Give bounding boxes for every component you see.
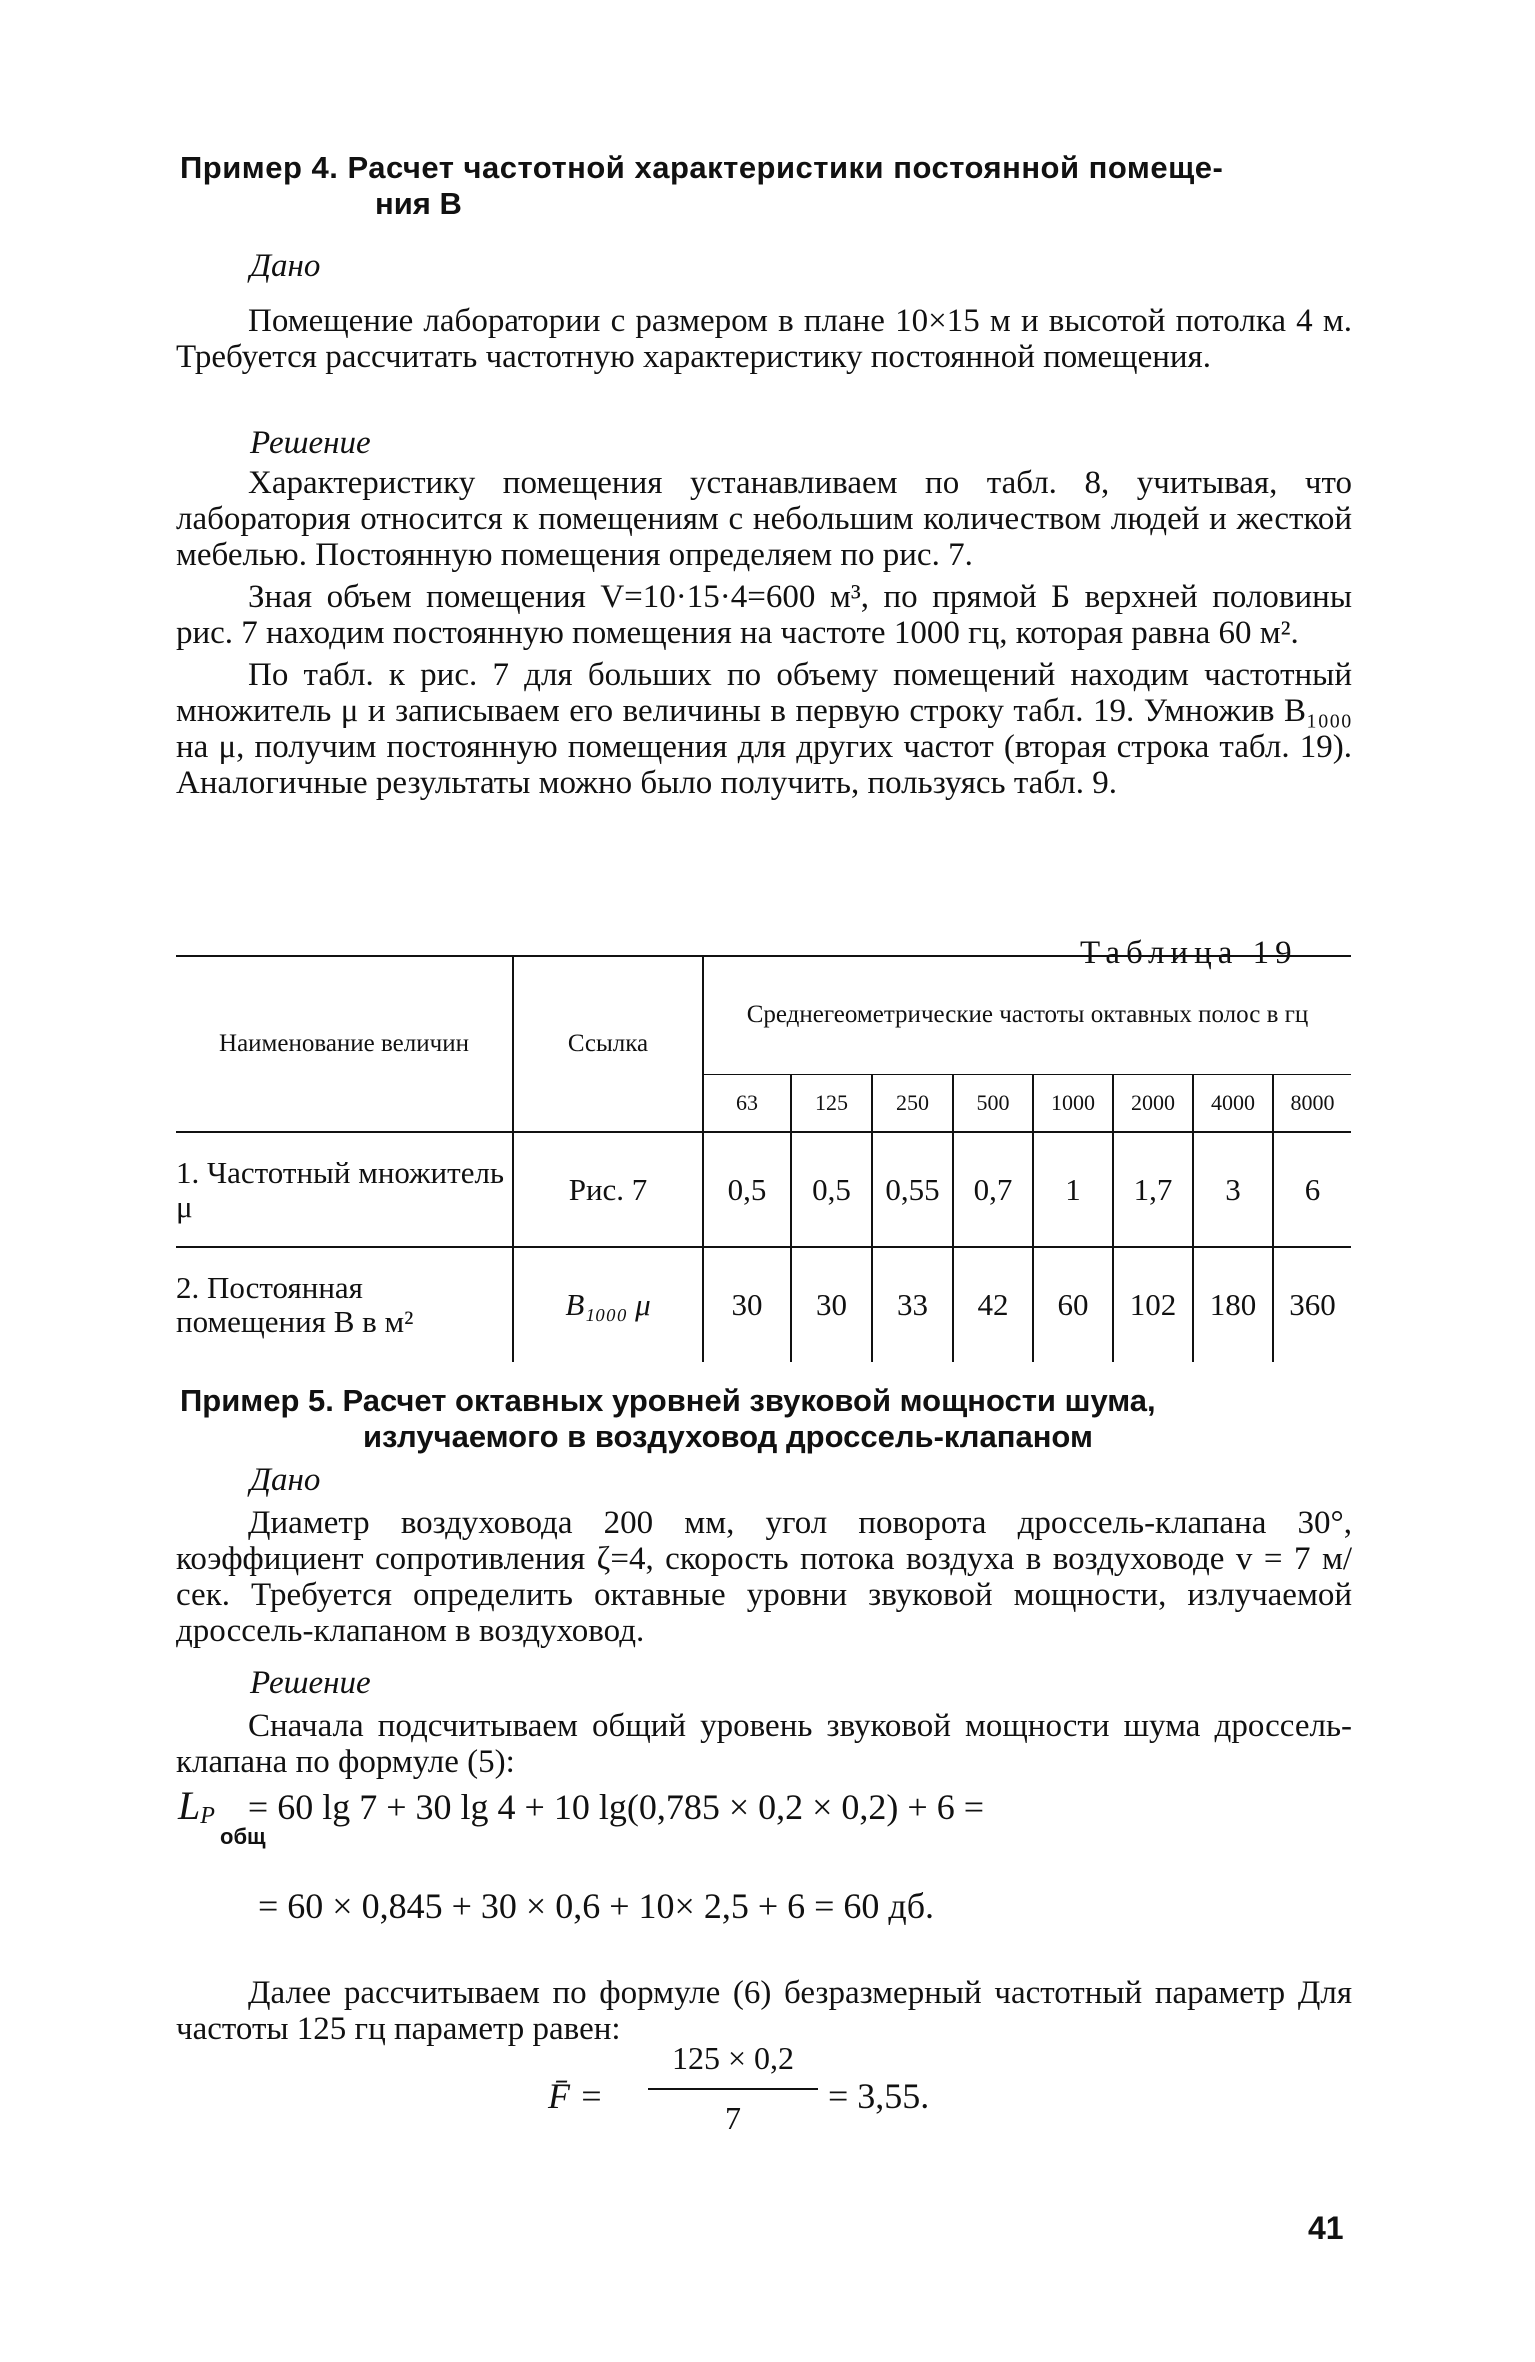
row1-value: 3 — [1193, 1132, 1273, 1247]
row2-value: 102 — [1113, 1247, 1193, 1362]
row2-ref: B₁₀₀₀ μ — [513, 1247, 703, 1362]
table-row — [176, 1132, 1351, 1247]
given-paragraph: Помещение лаборатории с размером в плане 10×15 м и высотой потолка 4 м. Требуется рассчитать частотную характеристику постоянной помещения. — [176, 303, 1352, 375]
solution-paragraph-1: Характеристику помещения устанавливаем по табл. 8, учитывая, что лаборатория относится к помещениям с небольшим количеством людей и жесткой мебелью. Постоянную помещения определяем по рис. 7. — [176, 465, 1352, 573]
row1-value: 0,55 — [872, 1132, 953, 1247]
freq-4000: 4000 — [1193, 1074, 1273, 1132]
formula1-sub-total: общ — [220, 1824, 266, 1849]
freq-1000: 1000 — [1033, 1074, 1113, 1132]
example4-given-label: Дано — [250, 248, 321, 284]
formula-3 — [548, 2040, 998, 2150]
freq-250: 250 — [872, 1074, 953, 1132]
example4-heading — [180, 150, 1360, 222]
fraction-bar — [648, 2088, 818, 2090]
row1-ref: Рис. 7 — [513, 1132, 703, 1247]
example4-given-text — [176, 303, 1352, 375]
example5-solution-p2 — [176, 1975, 1352, 2047]
row1-name: 1. Частотный множитель μ — [176, 1132, 513, 1247]
example5-given-text — [176, 1505, 1352, 1649]
freq-125: 125 — [791, 1074, 872, 1132]
page-number: 41 — [1308, 2210, 1344, 2246]
example4-heading-line2: ния В — [375, 186, 462, 221]
solution-paragraph-2: Далее рассчитываем по формуле (6) безразмерный частотный параметр Для частоты 125 гц параметр равен: — [176, 1975, 1352, 2047]
example4-solution-label: Решение — [250, 425, 371, 461]
row2-value: 60 — [1033, 1247, 1113, 1362]
row2-value: 360 — [1289, 1287, 1336, 1322]
formula1-rhs: = 60 lg 7 + 30 lg 4 + 10 lg(0,785 × 0,2 × 0,2) + 6 = — [247, 1787, 985, 1827]
solution-paragraph-2: Зная объем помещения V=10·15·4=600 м³, по прямой Б верхней половины рис. 7 находим постоянную помещения на частоте 1000 гц, которая равна 60 м². — [176, 579, 1352, 651]
row2-value: 180 — [1193, 1247, 1273, 1362]
row2-value: 30 — [791, 1247, 872, 1362]
row2-value: 33 — [872, 1247, 953, 1362]
freq-500: 500 — [953, 1074, 1033, 1132]
row2-value: 30 — [703, 1247, 791, 1362]
table-19 — [176, 955, 1351, 1362]
example5-given-label: Дано — [250, 1462, 321, 1498]
example5-solution-label: Решение — [250, 1665, 371, 1701]
formula3-lhs: F̄ = — [548, 2076, 604, 2116]
formula-1 — [178, 1782, 985, 1849]
formula3-denominator: 7 — [725, 2100, 741, 2136]
row2-value: 42 — [953, 1247, 1033, 1362]
formula-2: = 60 × 0,845 + 30 × 0,6 + 10× 2,5 + 6 = 60 дб. — [258, 1886, 935, 1926]
table19-caption: Таблица 19 — [1080, 935, 1298, 971]
row2-name: 2. Постоянная помещения B в м² — [176, 1247, 513, 1362]
formula3-rhs: = 3,55. — [828, 2076, 930, 2116]
freq-8000: 8000 — [1273, 1074, 1351, 1132]
header-ref: Ссылка — [513, 956, 703, 1132]
example4-solution — [176, 465, 1352, 801]
example5-heading-line2: излучаемого в воздуховод дроссель-клапаном — [363, 1419, 1093, 1454]
example5-heading-line1: Пример 5. Расчет октавных уровней звуковой мощности шума, — [180, 1383, 1156, 1418]
solution-paragraph-1: Сначала подсчитываем общий уровень звуковой мощности шума дроссель-клапана по формуле (5): — [176, 1708, 1352, 1780]
formula3-numerator: 125 × 0,2 — [671, 2040, 795, 2076]
row1-value: 6 — [1273, 1132, 1351, 1247]
row1-value: 0,7 — [953, 1132, 1033, 1247]
formula1-sub-p: P — [200, 1803, 215, 1829]
freq-63: 63 — [703, 1074, 791, 1132]
example5-solution-p1 — [176, 1708, 1352, 1780]
row1-value: 0,5 — [791, 1132, 872, 1247]
row1-value: 1 — [1033, 1132, 1113, 1247]
given-paragraph: Диаметр воздуховода 200 мм, угол поворота дроссель-клапана 30°, коэффициент сопротивления ζ=4, скорость потока воздуха в воздуховоде v = 7 м/сек. Требуется определить октавные уровни звуковой мощности, излучаемой дроссель-клапаном в воздуховод. — [176, 1505, 1352, 1649]
row1-value: 1,7 — [1113, 1132, 1193, 1247]
header-frequencies: Среднегеометрические частоты октавных полос в гц — [703, 956, 1351, 1074]
row1-value: 0,5 — [703, 1132, 791, 1247]
formula1-lhs: L — [178, 1783, 201, 1828]
example5-heading — [180, 1383, 1360, 1455]
example4-heading-line1: Пример 4. Расчет частотной характеристики постоянной помеще- — [180, 150, 1224, 185]
table-row — [176, 1247, 1351, 1362]
freq-2000: 2000 — [1113, 1074, 1193, 1132]
header-name: Наименование величин — [176, 956, 513, 1132]
solution-paragraph-3: По табл. к рис. 7 для больших по объему помещений находим частотный множитель μ и записываем его величины в первую строку табл. 19. Умножив B₁₀₀₀ на μ, получим постоянную помещения для других частот (вторая строка табл. 19). Аналогичные результаты можно было получить, пользуясь табл. 9. — [176, 657, 1352, 801]
